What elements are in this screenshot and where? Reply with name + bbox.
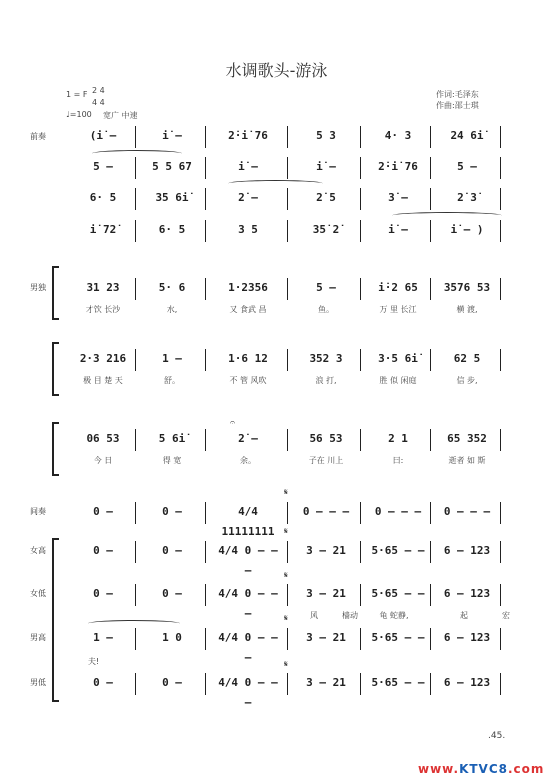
solo-notes-row xyxy=(62,349,502,369)
measure: 6 – 123 xyxy=(443,631,491,644)
bar-line xyxy=(287,502,288,524)
bar-line xyxy=(430,429,431,451)
bar-line xyxy=(205,541,206,563)
bar-line xyxy=(430,502,431,524)
bar-line xyxy=(360,541,361,563)
measure: 1 – xyxy=(93,631,113,644)
bar-line xyxy=(205,584,206,606)
bar-line xyxy=(430,541,431,563)
prelude-row xyxy=(62,157,502,177)
tempo-description: 宽广 中速 xyxy=(103,111,138,120)
lyric-word: 曰: xyxy=(392,456,404,465)
lyrics-row xyxy=(62,304,502,316)
bar-line xyxy=(287,628,288,650)
measure: 2̇ 3̇ xyxy=(457,191,477,204)
bar-line xyxy=(430,584,431,606)
tempo-mark: ♩=100 xyxy=(66,110,92,119)
bar-line xyxy=(360,278,361,300)
bar-line xyxy=(287,220,288,242)
bar-line xyxy=(205,628,206,650)
bar-line xyxy=(135,188,136,210)
label-male-solo: 男独 xyxy=(30,283,46,292)
segno-mark: 𝄋 xyxy=(284,614,288,624)
watermark-suffix: .com xyxy=(508,762,545,776)
measure: i̇ – xyxy=(316,160,336,173)
prelude-row xyxy=(62,126,502,146)
measure: 65 352 xyxy=(447,432,487,445)
bar-line xyxy=(135,628,136,650)
bar-line xyxy=(205,502,206,524)
bar-line xyxy=(500,157,501,179)
measure: 2̇ – xyxy=(238,432,258,445)
measure: 0 – – – xyxy=(302,505,350,518)
bar-line xyxy=(360,157,361,179)
bar-line xyxy=(360,673,361,695)
bar-line xyxy=(205,126,206,148)
measure: 1 0 xyxy=(162,631,182,644)
bar-line xyxy=(360,349,361,371)
bar-line xyxy=(360,126,361,148)
lyric-word: 逝者 如 斯 xyxy=(448,456,486,465)
prelude-row xyxy=(62,188,502,208)
bar-line xyxy=(205,157,206,179)
measure: 35̇ 2̇ xyxy=(312,223,340,236)
bar-line xyxy=(135,220,136,242)
lyric-word: 水, xyxy=(166,305,178,314)
lyrics-row xyxy=(62,455,502,467)
bar-line xyxy=(360,584,361,606)
slur xyxy=(92,150,182,157)
soprano-row xyxy=(62,541,502,577)
measure: 1·2356 xyxy=(228,281,268,294)
measure: 5 – xyxy=(457,160,477,173)
slur xyxy=(228,180,323,187)
bar-line xyxy=(287,188,288,210)
lyric-word: 起 xyxy=(460,611,468,620)
bar-line xyxy=(500,220,501,242)
measure: 5 5 67 xyxy=(152,160,192,173)
bar-line xyxy=(430,673,431,695)
measure: i̇·2 65 xyxy=(378,281,418,294)
lyric-word: 万 里 长江 xyxy=(379,305,417,314)
bar-line xyxy=(135,502,136,524)
bar-line xyxy=(287,584,288,606)
lyric-word: 子在 川上 xyxy=(308,456,344,465)
measure: 5· 6 xyxy=(158,281,186,294)
lyric-word: 宏 xyxy=(502,611,510,620)
measure: 5·65 – – xyxy=(371,631,425,644)
measure: 3 – 21 xyxy=(306,676,346,689)
lyric-word: 余。 xyxy=(240,456,256,465)
bar-line xyxy=(430,220,431,242)
measure: i̇ – xyxy=(388,223,408,236)
measure: 4/4 11111111 xyxy=(221,505,275,538)
measure: 3 – 21 xyxy=(306,544,346,557)
lyric-word: 樯动 xyxy=(342,611,358,620)
measure: 0 – xyxy=(93,505,113,518)
measure: 35 6i̇ xyxy=(155,191,189,204)
measure: 6· 5 xyxy=(89,191,117,204)
measure: 4/4 0 – – – xyxy=(218,544,278,577)
bar-line xyxy=(430,628,431,650)
measure: 6 – 123 xyxy=(443,676,491,689)
solo-brace-1 xyxy=(52,266,59,320)
measure: (i̇ – xyxy=(89,129,117,142)
measure: 3 – 21 xyxy=(306,631,346,644)
watermark-brand: KTVC8 xyxy=(459,762,508,776)
measure: 62 5 xyxy=(453,352,481,365)
bar-line xyxy=(205,673,206,695)
bar-line xyxy=(500,541,501,563)
bar-line xyxy=(500,628,501,650)
bar-line xyxy=(430,349,431,371)
meter-second: 4 4 xyxy=(92,98,105,107)
measure: 5 – xyxy=(316,281,336,294)
measure: 2̇·i̇ 76 xyxy=(378,160,418,173)
measure: i̇ – xyxy=(162,129,182,142)
bar-line xyxy=(287,429,288,451)
lyrics-row xyxy=(62,375,502,387)
bar-line xyxy=(500,673,501,695)
measure: 4· 3 xyxy=(384,129,412,142)
composer-credit: 作曲:邵士琪 xyxy=(436,101,479,110)
bar-line xyxy=(360,628,361,650)
measure: 1·6 12 xyxy=(228,352,268,365)
bar-line xyxy=(500,429,501,451)
bar-line xyxy=(135,673,136,695)
measure: 31 23 xyxy=(86,281,120,294)
prelude-row xyxy=(62,220,502,240)
choir-lyrics-row xyxy=(62,610,510,622)
solo-brace-3 xyxy=(52,422,59,476)
measure: 3576 53 xyxy=(443,281,491,294)
bar-line xyxy=(500,502,501,524)
lyric-word: 信 步, xyxy=(456,376,478,385)
lyric-word: 今 日 xyxy=(93,456,113,465)
key-signature: 1 = F xyxy=(66,90,88,99)
lyric-word: 龟 蛇静, xyxy=(379,611,409,620)
bar-line xyxy=(500,584,501,606)
measure: 2 1 xyxy=(388,432,408,445)
bar-line xyxy=(360,188,361,210)
measure: 3 5 xyxy=(238,223,258,236)
lyric-word: 风 xyxy=(310,611,318,620)
bar-line xyxy=(135,349,136,371)
measure: 2̇ – xyxy=(238,191,258,204)
solo-notes-row xyxy=(62,429,502,449)
lyric-word: 才饮 长沙 xyxy=(85,305,121,314)
bar-line xyxy=(135,541,136,563)
bar-line xyxy=(430,157,431,179)
measure: 2̇·i̇ 76 xyxy=(228,129,268,142)
measure: 3 – 21 xyxy=(306,587,346,600)
segno-mark: 𝄋 xyxy=(284,527,288,537)
bar-line xyxy=(205,188,206,210)
bar-line xyxy=(430,278,431,300)
segno-mark: 𝄋 xyxy=(284,571,288,581)
measure: 06 53 xyxy=(86,432,120,445)
measure: i̇ – xyxy=(238,160,258,173)
bar-line xyxy=(430,126,431,148)
solo-brace-2 xyxy=(52,342,59,396)
lyric-word: 横 渡, xyxy=(456,305,478,314)
segno-mark: 𝄋 xyxy=(284,488,288,498)
lyric-word: 得 宽 xyxy=(162,456,182,465)
bar-line xyxy=(360,429,361,451)
measure: 0 – xyxy=(162,505,182,518)
bar-line xyxy=(287,673,288,695)
bar-line xyxy=(205,349,206,371)
interlude-row xyxy=(62,502,502,538)
measure: 6 – 123 xyxy=(443,544,491,557)
segno-mark: 𝄋 xyxy=(284,660,288,670)
lyric-word: 舒。 xyxy=(164,376,180,385)
label-bass: 男低 xyxy=(30,678,46,687)
label-tenor: 男高 xyxy=(30,633,46,642)
bar-line xyxy=(287,278,288,300)
measure: 4/4 0 – – – xyxy=(218,631,278,664)
measure: 6· 5 xyxy=(158,223,186,236)
fermata-mark: 𝄐 xyxy=(230,418,236,428)
measure: 352 3 xyxy=(309,352,343,365)
measure: 0 – xyxy=(93,587,113,600)
lyric-word: 浪 打, xyxy=(315,376,337,385)
page-title: 水调歌头-游泳 xyxy=(225,61,328,80)
measure: i̇ – ) xyxy=(450,223,484,236)
bar-line xyxy=(500,188,501,210)
measure: 5·65 – – xyxy=(371,544,425,557)
bar-line xyxy=(287,541,288,563)
bar-line xyxy=(135,126,136,148)
measure: 6 – 123 xyxy=(443,587,491,600)
measure: 2̇ 5 xyxy=(316,191,336,204)
watermark-prefix: www. xyxy=(418,762,460,776)
bar-line xyxy=(287,349,288,371)
bar-line xyxy=(360,502,361,524)
bar-line xyxy=(205,278,206,300)
bar-line xyxy=(500,278,501,300)
measure: 1 – xyxy=(162,352,182,365)
label-soprano: 女高 xyxy=(30,546,46,555)
bar-line xyxy=(287,126,288,148)
measure: i̇ 72̇ xyxy=(89,223,117,236)
measure: 0 – xyxy=(162,587,182,600)
label-interlude: 间奏 xyxy=(30,507,46,516)
bar-line xyxy=(430,188,431,210)
measure: 4/4 0 – – – xyxy=(218,676,278,709)
lyric-word: 不 管 风吹 xyxy=(229,376,267,385)
bar-line xyxy=(135,429,136,451)
measure: 0 – xyxy=(162,676,182,689)
bar-line xyxy=(360,220,361,242)
slur xyxy=(392,212,502,219)
tenor-row xyxy=(62,628,502,664)
label-alto: 女低 xyxy=(30,589,46,598)
bass-row xyxy=(62,673,502,709)
measure: 3̇ – xyxy=(388,191,408,204)
measure: 0 – xyxy=(162,544,182,557)
bar-line xyxy=(500,126,501,148)
bar-line xyxy=(500,349,501,371)
measure: 0 – – – xyxy=(374,505,422,518)
bar-line xyxy=(135,278,136,300)
measure: 0 – xyxy=(93,544,113,557)
lyric-word: 极 目 楚 天 xyxy=(83,376,123,385)
choir-brace xyxy=(52,538,59,702)
bar-line xyxy=(135,157,136,179)
solo-notes-row xyxy=(62,278,502,298)
bar-line xyxy=(205,220,206,242)
measure: 5 – xyxy=(93,160,113,173)
bar-line xyxy=(135,584,136,606)
measure: 0 – – – xyxy=(443,505,491,518)
measure: 5 3 xyxy=(316,129,336,142)
site-watermark xyxy=(418,762,544,776)
tenor-lyric-tail: 夫! xyxy=(88,657,100,666)
lyric-word: 胜 似 闲庭 xyxy=(379,376,417,385)
page-number: .45. xyxy=(488,731,506,741)
bar-line xyxy=(287,157,288,179)
label-prelude: 前奏 xyxy=(30,132,46,141)
lyric-word: 又 食武 昌 xyxy=(229,305,267,314)
bar-line xyxy=(205,429,206,451)
lyric-word: 鱼。 xyxy=(318,305,334,314)
measure: 5·65 – – xyxy=(371,676,425,689)
measure: 56 53 xyxy=(309,432,343,445)
measure: 2·3 216 xyxy=(79,352,127,365)
measure: 5·65 – – xyxy=(371,587,425,600)
measure: 4/4 0 – – – xyxy=(218,587,278,620)
measure: 3·5 6i̇ xyxy=(378,352,418,365)
measure: 5 6i̇ xyxy=(158,432,186,445)
measure: 24 6i̇ xyxy=(450,129,484,142)
meter-first: 2 4 xyxy=(92,86,105,95)
measure: 0 – xyxy=(93,676,113,689)
lyricist-credit: 作词:毛泽东 xyxy=(436,90,479,99)
